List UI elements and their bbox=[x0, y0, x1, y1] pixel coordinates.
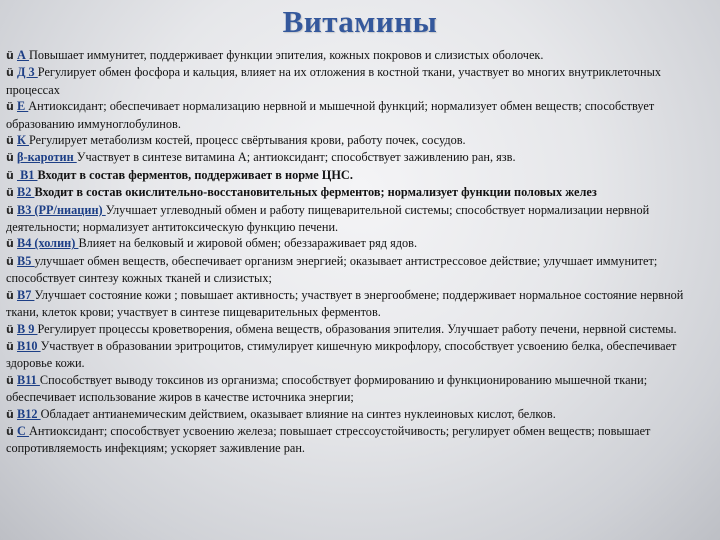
list-item bbox=[6, 406, 714, 423]
check-icon: ü bbox=[6, 424, 14, 438]
vitamin-description: Регулирует процессы кроветворения, обмена веществ, образования эпителия. Улучшает работу печени, нервной системы. bbox=[37, 321, 677, 336]
check-icon: ü bbox=[6, 203, 14, 217]
vitamin-description: Способствует выводу токсинов из организма; способствует формированию и функционированию мышечной ткани; обеспечивает использование жиров в качестве источника энергии; bbox=[6, 372, 648, 405]
vitamin-description: Улучшает углеводный обмен и работу пищеварительной системы; способствует нормализации нервной деятельности; нормализует антитоксическую функцию печени. bbox=[6, 202, 650, 235]
list-item bbox=[6, 235, 714, 252]
list-item bbox=[6, 202, 714, 236]
check-icon: ü bbox=[6, 339, 14, 353]
list-item bbox=[6, 423, 714, 457]
vitamin-name: В1 bbox=[17, 167, 38, 182]
vitamin-name: В2 bbox=[17, 185, 35, 200]
list-item bbox=[6, 321, 714, 338]
vitamin-description: Обладает антианемическим действием, оказывает влияние на синтез нуклеиновых кислот, белков. bbox=[40, 406, 556, 421]
vitamin-description: Антиоксидант; обеспечивает нормализацию нервной и мышечной функций; нормализует обмен веществ; способствует образованию иммуноглобулинов. bbox=[6, 99, 655, 131]
vitamin-description: Участвует в образовании эритроцитов, стимулирует кишечную микрофлору, способствует усвоению белка, обеспечивает здоровье кожи. bbox=[6, 338, 677, 371]
vitamin-name: В5 bbox=[17, 253, 35, 268]
check-icon: ü bbox=[6, 237, 14, 251]
vitamin-description: Повышает иммунитет, поддерживает функции эпителия, кожных покровов и слизистых оболочек. bbox=[28, 48, 544, 62]
vitamin-description: Входит в состав ферментов, поддерживает в норме ЦНС. bbox=[37, 167, 353, 182]
vitamin-name: В12 bbox=[17, 406, 41, 421]
vitamin-list bbox=[6, 47, 714, 457]
list-item bbox=[6, 98, 714, 132]
list-item bbox=[6, 372, 714, 406]
list-item bbox=[6, 338, 714, 372]
vitamin-name: Е bbox=[17, 99, 29, 114]
vitamin-description: Антиоксидант; способствует усвоению железа; повышает стрессоустойчивость; регулирует обмен веществ; повышает сопротивляемость инфекциям; ускоряет заживление ран. bbox=[6, 423, 651, 456]
check-icon: ü bbox=[6, 186, 14, 200]
vitamin-name: В7 bbox=[17, 287, 35, 302]
vitamin-name: В3 (РР/ниацин) bbox=[17, 202, 106, 217]
list-item bbox=[6, 253, 714, 287]
check-icon: ü bbox=[6, 407, 14, 421]
list-item bbox=[6, 149, 714, 166]
check-icon: ü bbox=[6, 151, 14, 165]
list-item bbox=[6, 167, 714, 184]
check-icon: ü bbox=[6, 66, 14, 80]
check-icon: ü bbox=[6, 254, 14, 268]
vitamin-description: Участвует в синтезе витамина А; антиоксидант; способствует заживлению ран, язв. bbox=[76, 150, 516, 165]
slide-title: Витамины bbox=[282, 4, 438, 39]
vitamin-name: С bbox=[17, 423, 29, 438]
vitamin-name: Д 3 bbox=[17, 65, 38, 80]
check-icon: ü bbox=[6, 288, 14, 302]
list-item bbox=[6, 47, 714, 64]
list-item bbox=[6, 287, 714, 321]
list-item bbox=[6, 64, 714, 98]
vitamin-name: В10 bbox=[17, 338, 41, 353]
vitamin-description: улучшает обмен веществ, обеспечивает организм энергией; оказывает антистрессовое действие; улучшает иммунитет; способствует синтезу кожных тканей и слизистых; bbox=[6, 253, 658, 286]
vitamin-description: Влияет на белковый и жировой обмен; обеззараживает ряд ядов. bbox=[78, 236, 418, 251]
check-icon: ü bbox=[6, 100, 14, 114]
vitamin-name: β-каротин bbox=[17, 150, 77, 165]
vitamin-name: А bbox=[17, 48, 29, 62]
vitamin-description: Улучшает состояние кожи ; повышает активность; участвует в энергообмене; поддерживает нормальное состояние нервной ткани, клеток крови; участвует в синтезе пищеварительных ферментов. bbox=[6, 287, 684, 320]
list-item bbox=[6, 184, 714, 201]
vitamin-description: Входит в состав окислительно-восстановительных ферментов; нормализует функции половых желез bbox=[34, 185, 597, 200]
check-icon: ü bbox=[6, 168, 14, 182]
check-icon: ü bbox=[6, 322, 14, 336]
vitamin-description: Регулирует обмен фосфора и кальция, влияет на их отложения в костной ткани, участвует во многих внутриклеточных процессах bbox=[6, 65, 662, 97]
check-icon: ü bbox=[6, 134, 14, 148]
list-item bbox=[6, 132, 714, 149]
vitamin-description: Регулирует метаболизм костей, процесс свёртывания крови, работу почек, сосудов. bbox=[29, 133, 466, 148]
check-icon: ü bbox=[6, 49, 14, 62]
vitamin-name: В4 (холин) bbox=[17, 236, 79, 251]
vitamin-name: К bbox=[17, 133, 29, 148]
check-icon: ü bbox=[6, 373, 14, 387]
vitamin-name: В11 bbox=[17, 372, 40, 387]
vitamin-name: В 9 bbox=[17, 321, 38, 336]
